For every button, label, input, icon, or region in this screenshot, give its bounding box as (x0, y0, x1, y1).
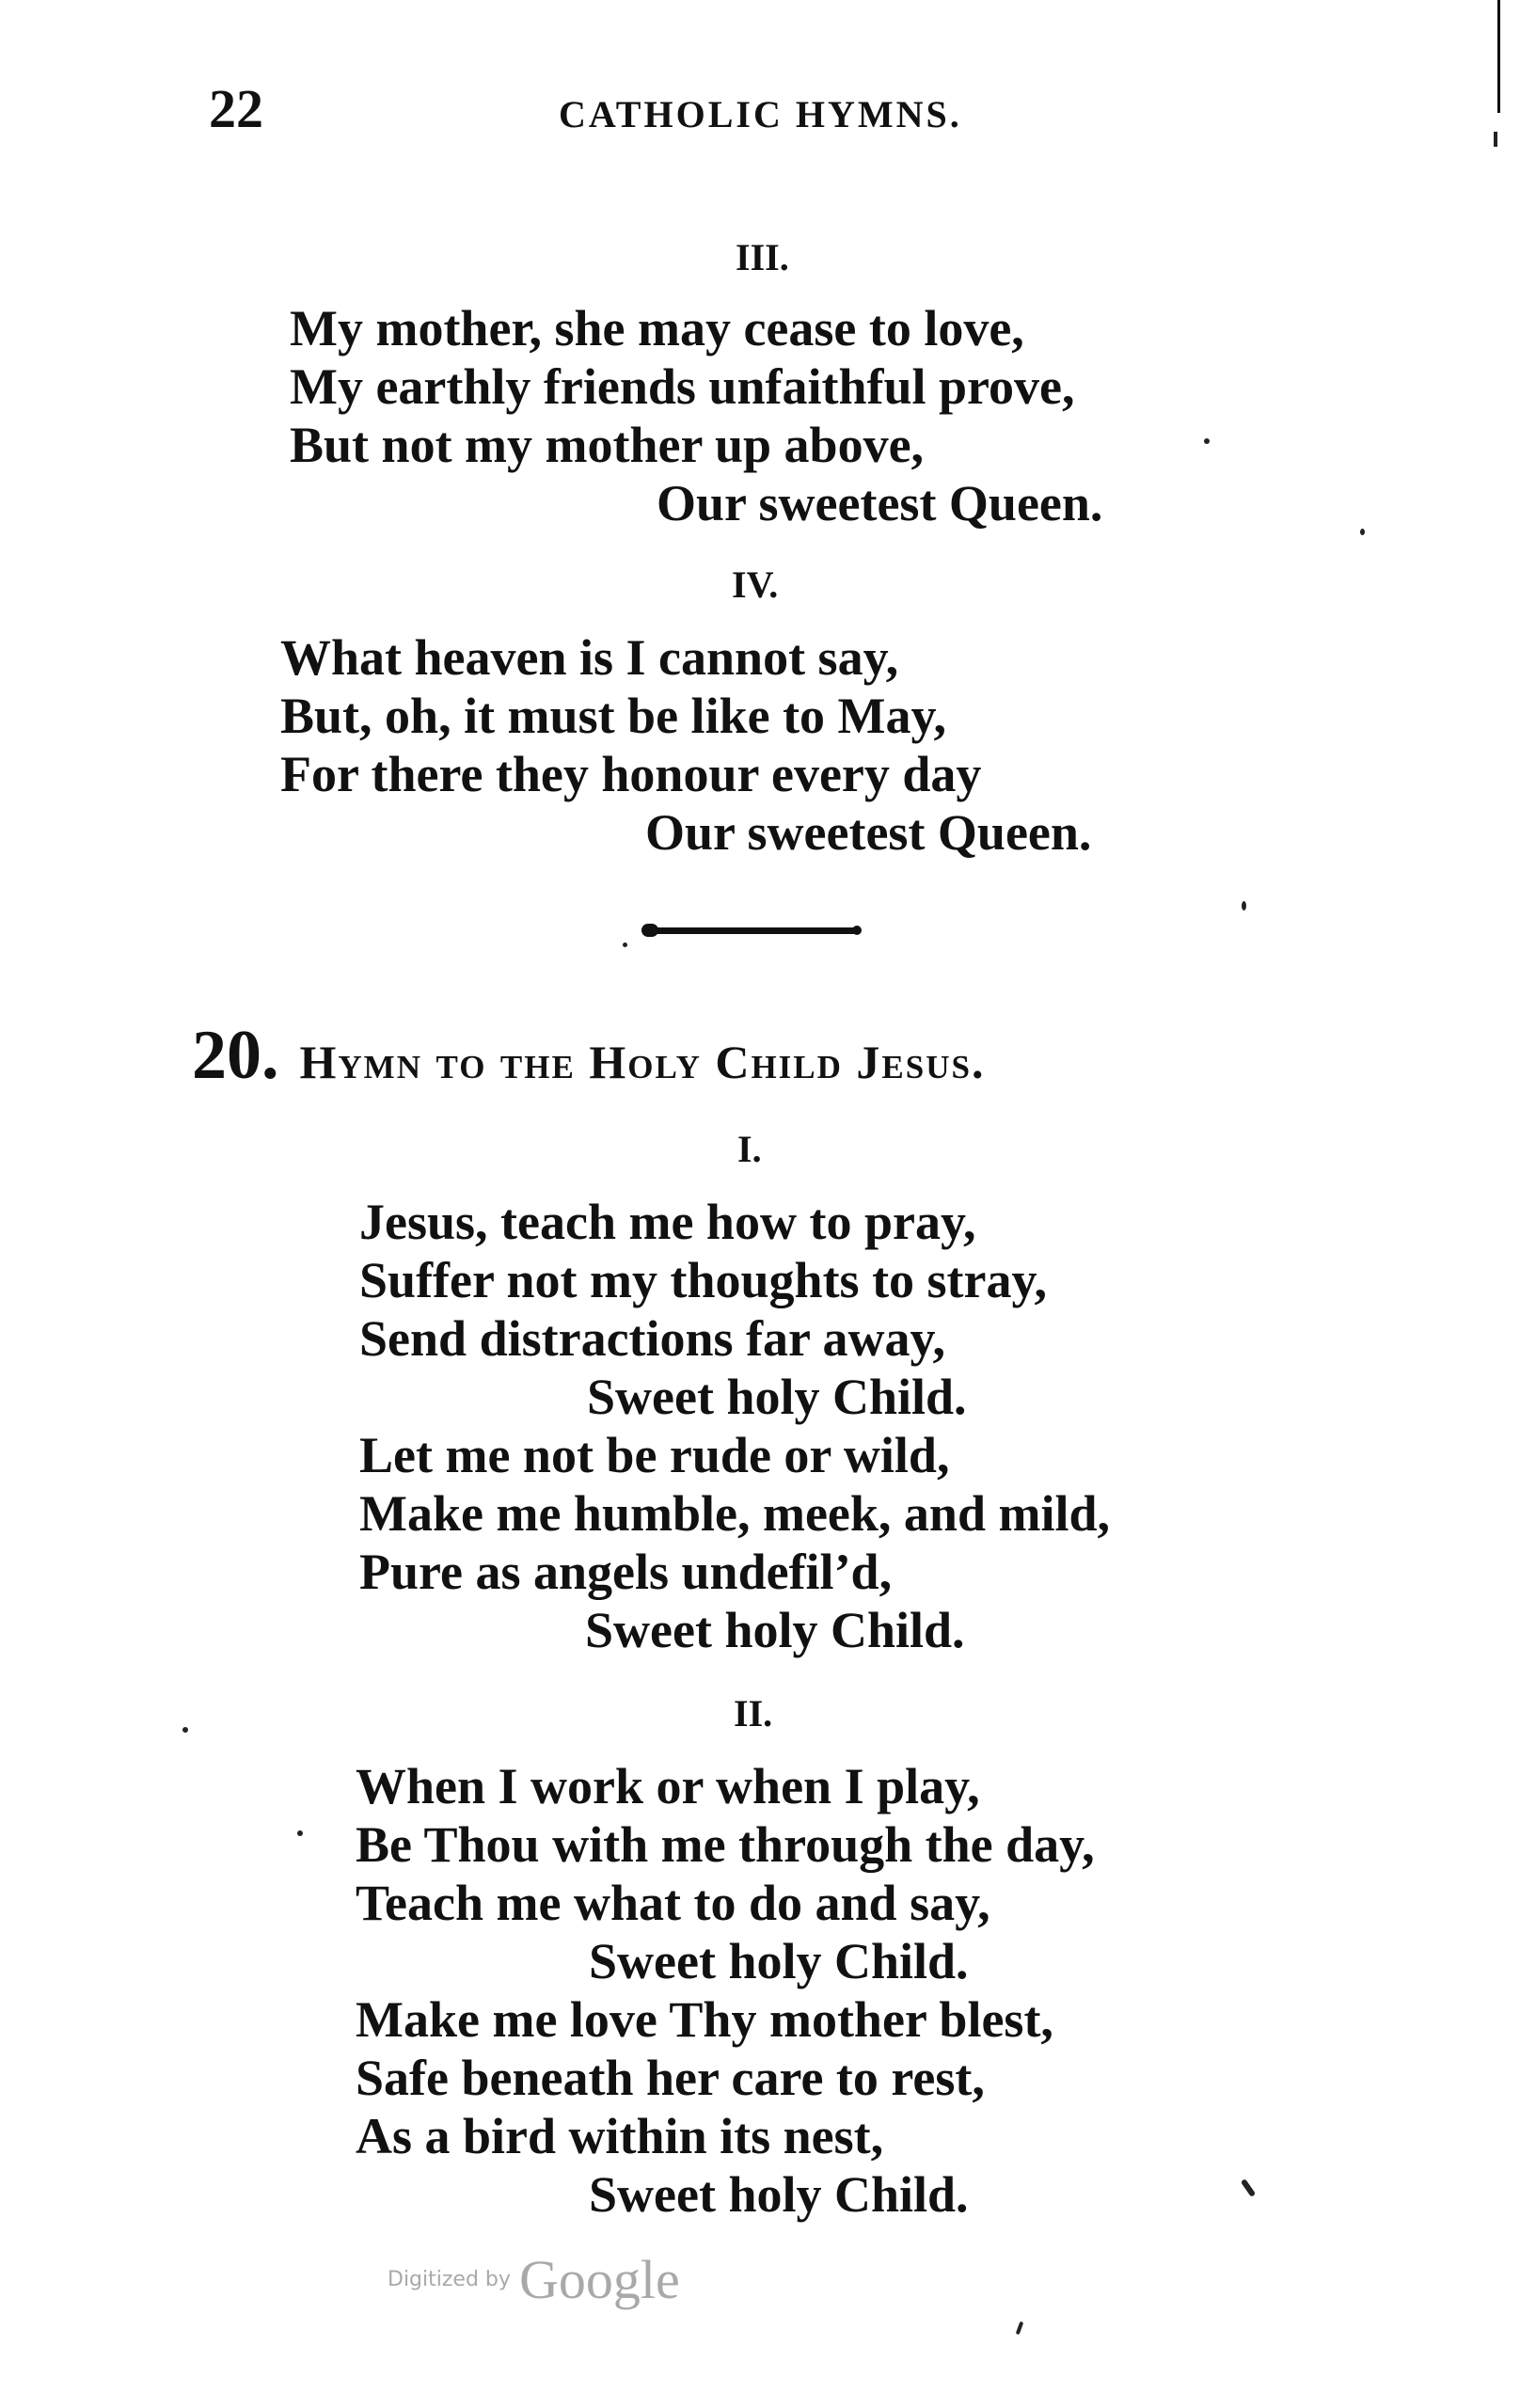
scan-speck (1360, 529, 1365, 535)
hymn-heading (192, 1016, 985, 1096)
verse-line: What heaven is I cannot say, (280, 629, 899, 686)
verse-line: As a bird within its nest, (356, 2108, 884, 2164)
stanza-label-iii: III. (736, 236, 789, 278)
scan-speck (623, 943, 627, 947)
verse-line: For there they honour every day (280, 746, 982, 802)
stanza-label-iv: IV. (732, 563, 779, 606)
verse-line: Teach me what to do and say, (356, 1875, 990, 1931)
scan-speck (1242, 901, 1246, 911)
page-number: 22 (209, 78, 263, 139)
refrain-line: Sweet holy Child. (589, 2166, 969, 2223)
refrain-line: Our sweetest Queen. (657, 475, 1103, 531)
verse-line: Make me love Thy mother blest, (356, 1991, 1053, 2048)
verse-line: Send distractions far away, (359, 1310, 946, 1367)
refrain-line: Our sweetest Queen. (645, 804, 1092, 861)
stanza-label-ii: II. (734, 1692, 773, 1735)
verse-line: But not my mother up above, (290, 417, 925, 473)
page-edge-mark (1494, 132, 1497, 147)
scan-speck (1016, 2321, 1024, 2336)
watermark-prefix: Digitized by (388, 2268, 511, 2291)
verse-line: Jesus, teach me how to pray, (359, 1194, 976, 1250)
running-head: CATHOLIC HYMNS. (559, 93, 962, 135)
refrain-line: Sweet holy Child. (587, 1369, 967, 1425)
verse-line: My earthly friends unfaithful prove, (290, 358, 1075, 415)
verse-line: Safe beneath her care to rest, (356, 2050, 985, 2106)
verse-line: Make me humble, meek, and mild, (359, 1485, 1111, 1542)
section-divider (647, 927, 856, 934)
scan-speck (1241, 2178, 1256, 2197)
hymn-number: 20. (192, 1017, 279, 1094)
scan-speck (1204, 438, 1210, 444)
watermark-brand: Google (519, 2249, 680, 2310)
hymn-title: Hymn to the Holy Child Jesus. (299, 1036, 986, 1088)
verse-line: When I work or when I play, (356, 1758, 980, 1814)
verse-line: My mother, she may cease to love, (290, 300, 1024, 356)
verse-line: But, oh, it must be like to May, (280, 688, 947, 744)
refrain-line: Sweet holy Child. (589, 1933, 969, 1989)
verse-line: Let me not be rude or wild, (359, 1427, 950, 1483)
verse-line: Suffer not my thoughts to stray, (359, 1252, 1048, 1308)
stanza-label-i: I. (737, 1128, 762, 1170)
verse-line: Pure as angels undefil’d, (359, 1544, 893, 1600)
scan-speck (182, 1727, 188, 1733)
digitized-watermark (388, 2248, 680, 2311)
verse-line: Be Thou with me through the day, (356, 1816, 1095, 1873)
scan-speck (297, 1830, 303, 1836)
refrain-line: Sweet holy Child. (585, 1602, 965, 1658)
page-edge-rule (1497, 0, 1500, 113)
